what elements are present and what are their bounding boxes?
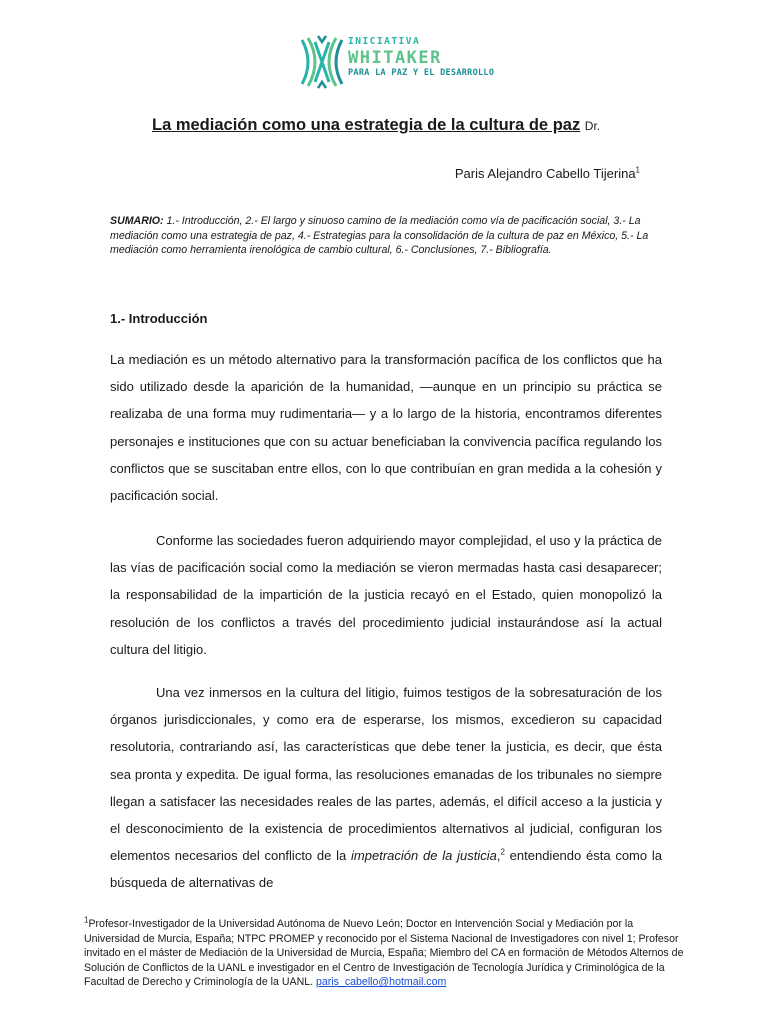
- logo-text: [348, 36, 495, 79]
- whitaker-logo-icon: [298, 34, 346, 90]
- paragraph-2: Conforme las sociedades fueron adquiriendo mayor complejidad, el uso y la práctica de las vías de pacificación social como la mediación se vieron mermadas hasta casi desaparecer; la responsabilidad de la impartición de la justicia recayó en el Estado, quien monopolizó la resolución de los conflictos a través del procedimiento judicial instaurándose así la actual cultura del litigio.: [110, 533, 662, 657]
- sumario-text: 1.- Introducción, 2.- El largo y sinuoso camino de la mediación como vía de pacificación social, 3.- La mediación como una estrategia de paz, 4.- Estrategias para la consolidación de la cultura de paz en México, 5.- La mediación como herramienta irenológica de cambio cultural, 6.- Conclusiones, 7.- Bibliografía.: [110, 215, 649, 257]
- logo-line-2: WHITAKER: [348, 48, 442, 68]
- footnote-mark-2: 2: [500, 847, 505, 857]
- footnote-1: [84, 917, 684, 990]
- section-heading: 1.- Introducción: [110, 311, 208, 326]
- footnote-1-mark: 1: [84, 915, 89, 925]
- footnote-1-text: Profesor-Investigador de la Universidad Autónoma de Nuevo León; Doctor en Intervención Social y Mediación por la Universidad de Murcia, España; NTPC PROMEP y reconocido por el Sistema Nacional de Investigadores con nivel 1; Profesor invitado en el máster de Mediación de la Universidad de Murcia, España; Miembro del CA en formación de Métodos Alternos de Solución de Conflictos de la UANL e investigador en el Centro de Investigación de Tecnología Jurídica y Criminológica de la Facultad de Derecho y Criminología de la UANL.: [84, 918, 684, 988]
- paragraph-3: [110, 679, 662, 897]
- paragraph-3-comma: ,: [496, 848, 501, 864]
- sumario: [110, 214, 665, 258]
- author-line: [455, 166, 640, 181]
- paragraph-1: La mediación es un método alternativo para la transformación pacífica de los conflictos que ha sido utilizado desde la aparición de la humanidad, —aunque en un principio su práctica se realizaba de una forma muy rudimentaria— y a lo largo de la historia, encontramos diferentes personajes e instituciones que con su actuar beneficiaban la convivencia pacífica regulando los conflictos que se suscitaban entre ellos, con lo que contribuían en gran medida a la cohesión y pacificación social.: [110, 352, 662, 504]
- paragraph-3-italic: impetración de la justicia: [351, 848, 497, 864]
- author-name: Paris Alejandro Cabello Tijerina: [454, 166, 636, 181]
- document-title: [152, 116, 600, 135]
- title-main: La mediación como una estrategia de la cultura de paz: [152, 116, 581, 134]
- sumario-label: SUMARIO:: [110, 215, 164, 227]
- whitaker-logo: [298, 34, 495, 90]
- logo-line-3: PARA LA PAZ Y EL DESARROLLO: [348, 68, 495, 78]
- email-link[interactable]: paris_cabello@hotmail.com: [316, 976, 447, 988]
- author-footnote-mark: 1: [635, 165, 640, 175]
- paragraph-3-end: entendiendo ésta como la búsqueda de alternativas de: [110, 848, 662, 891]
- paragraph-3-start: Una vez inmersos en la cultura del litigio, fuimos testigos de la sobresaturación de los órganos jurisdiccionales, y como era de esperarse, los mismos, excedieron su capacidad resolutoria, contrariando así, las características que debe tener la justicia, es decir, que ésta sea pronta y expedita. De igual forma, las resoluciones emanadas de los tribunales no siempre llegan a satisfacer las necesidades reales de las partes, además, el difícil acceso a la justicia y el desconocimiento de la existencia de procedimientos alternativos al judicial, configuran los elementos necesarios del conflicto de la: [110, 685, 662, 864]
- title-suffix: Dr.: [584, 119, 601, 133]
- logo-line-1: INICIATIVA: [348, 36, 421, 47]
